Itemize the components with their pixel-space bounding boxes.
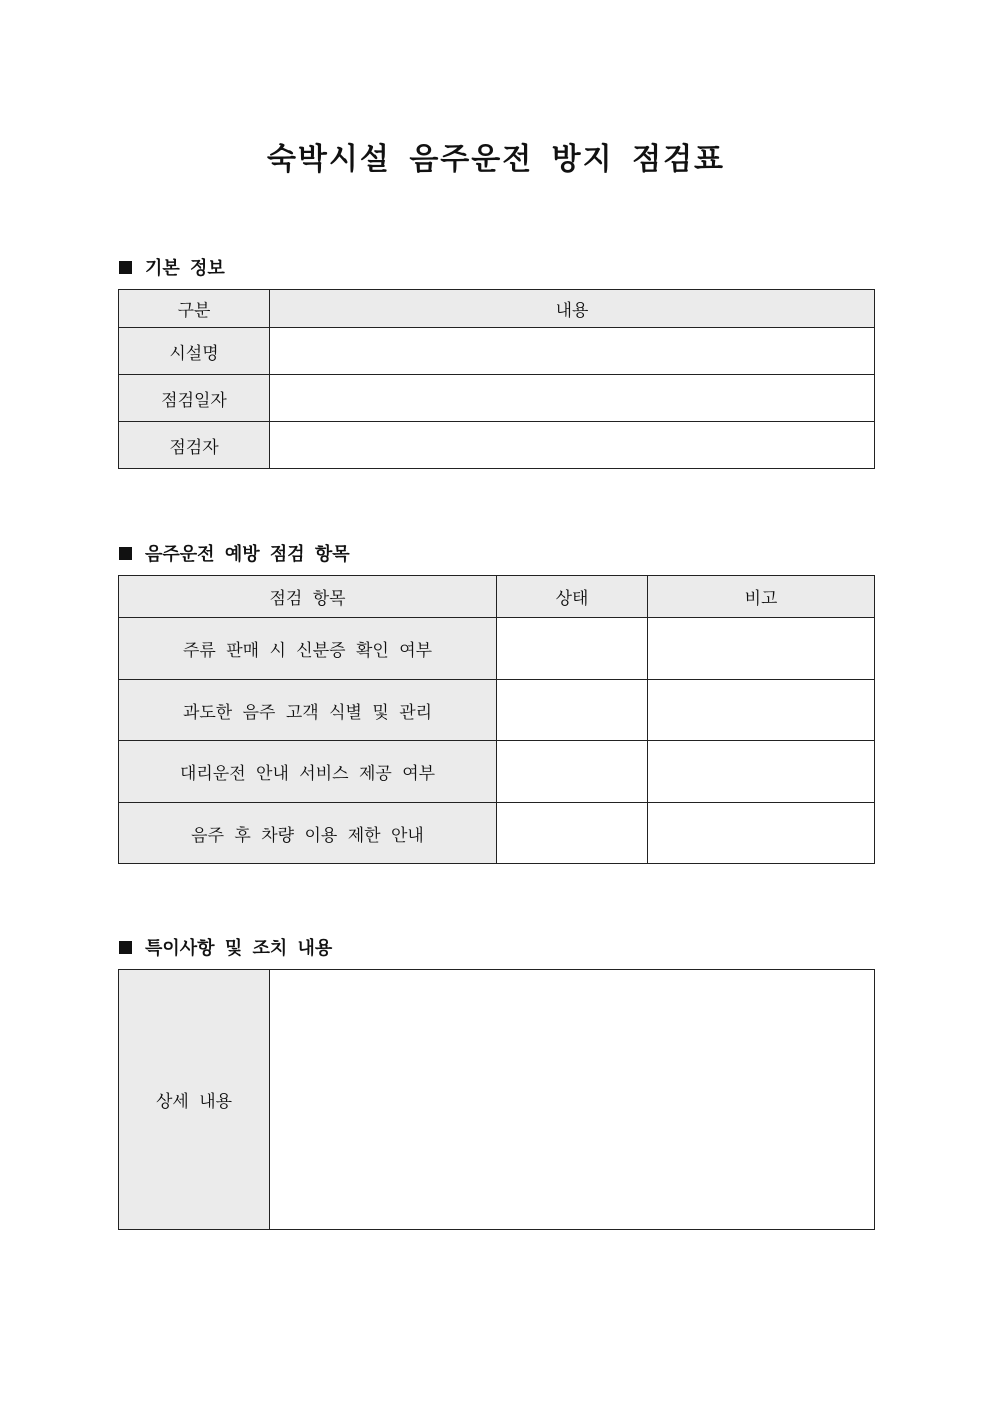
facility-name-field[interactable] (270, 328, 875, 375)
square-bullet-icon (119, 941, 132, 954)
section-heading-label: 음주운전 예방 점검 항목 (145, 544, 350, 565)
column-header-content: 내용 (270, 290, 875, 328)
table-header-row (119, 290, 875, 328)
note-field[interactable] (648, 618, 875, 680)
column-header-note: 비고 (648, 576, 875, 618)
note-field[interactable] (648, 741, 875, 803)
row-label-facility-name: 시설명 (119, 328, 270, 375)
check-item-label: 과도한 음주 고객 식별 및 관리 (119, 680, 497, 741)
section-heading-basic-info (119, 254, 225, 280)
table-row (119, 741, 875, 803)
column-header-category: 구분 (119, 290, 270, 328)
row-label-inspector: 점검자 (119, 422, 270, 469)
row-label-inspection-date: 점검일자 (119, 375, 270, 422)
basic-info-table (118, 289, 875, 469)
note-field[interactable] (648, 680, 875, 741)
check-item-label: 음주 후 차량 이용 제한 안내 (119, 803, 497, 864)
table-row (119, 680, 875, 741)
table-row (119, 375, 875, 422)
section-heading-checklist (119, 540, 350, 566)
note-field[interactable] (648, 803, 875, 864)
square-bullet-icon (119, 261, 132, 274)
table-row (119, 422, 875, 469)
column-header-status: 상태 (497, 576, 648, 618)
row-label-details: 상세 내용 (119, 970, 270, 1230)
table-header-row (119, 576, 875, 618)
status-field[interactable] (497, 803, 648, 864)
table-row (119, 970, 875, 1230)
checklist-table (118, 575, 875, 864)
remarks-table (118, 969, 875, 1230)
status-field[interactable] (497, 618, 648, 680)
section-heading-label: 기본 정보 (145, 258, 225, 279)
check-item-label: 대리운전 안내 서비스 제공 여부 (119, 741, 497, 803)
column-header-check-item: 점검 항목 (119, 576, 497, 618)
status-field[interactable] (497, 680, 648, 741)
check-item-label: 주류 판매 시 신분증 확인 여부 (119, 618, 497, 680)
table-row (119, 803, 875, 864)
section-heading-remarks (119, 934, 332, 960)
section-heading-label: 특이사항 및 조치 내용 (145, 938, 333, 959)
table-row (119, 618, 875, 680)
inspector-field[interactable] (270, 422, 875, 469)
table-row (119, 328, 875, 375)
page-title: 숙박시설 음주운전 방지 점검표 (266, 142, 726, 177)
status-field[interactable] (497, 741, 648, 803)
inspection-date-field[interactable] (270, 375, 875, 422)
details-field[interactable] (270, 970, 875, 1230)
square-bullet-icon (119, 547, 132, 560)
